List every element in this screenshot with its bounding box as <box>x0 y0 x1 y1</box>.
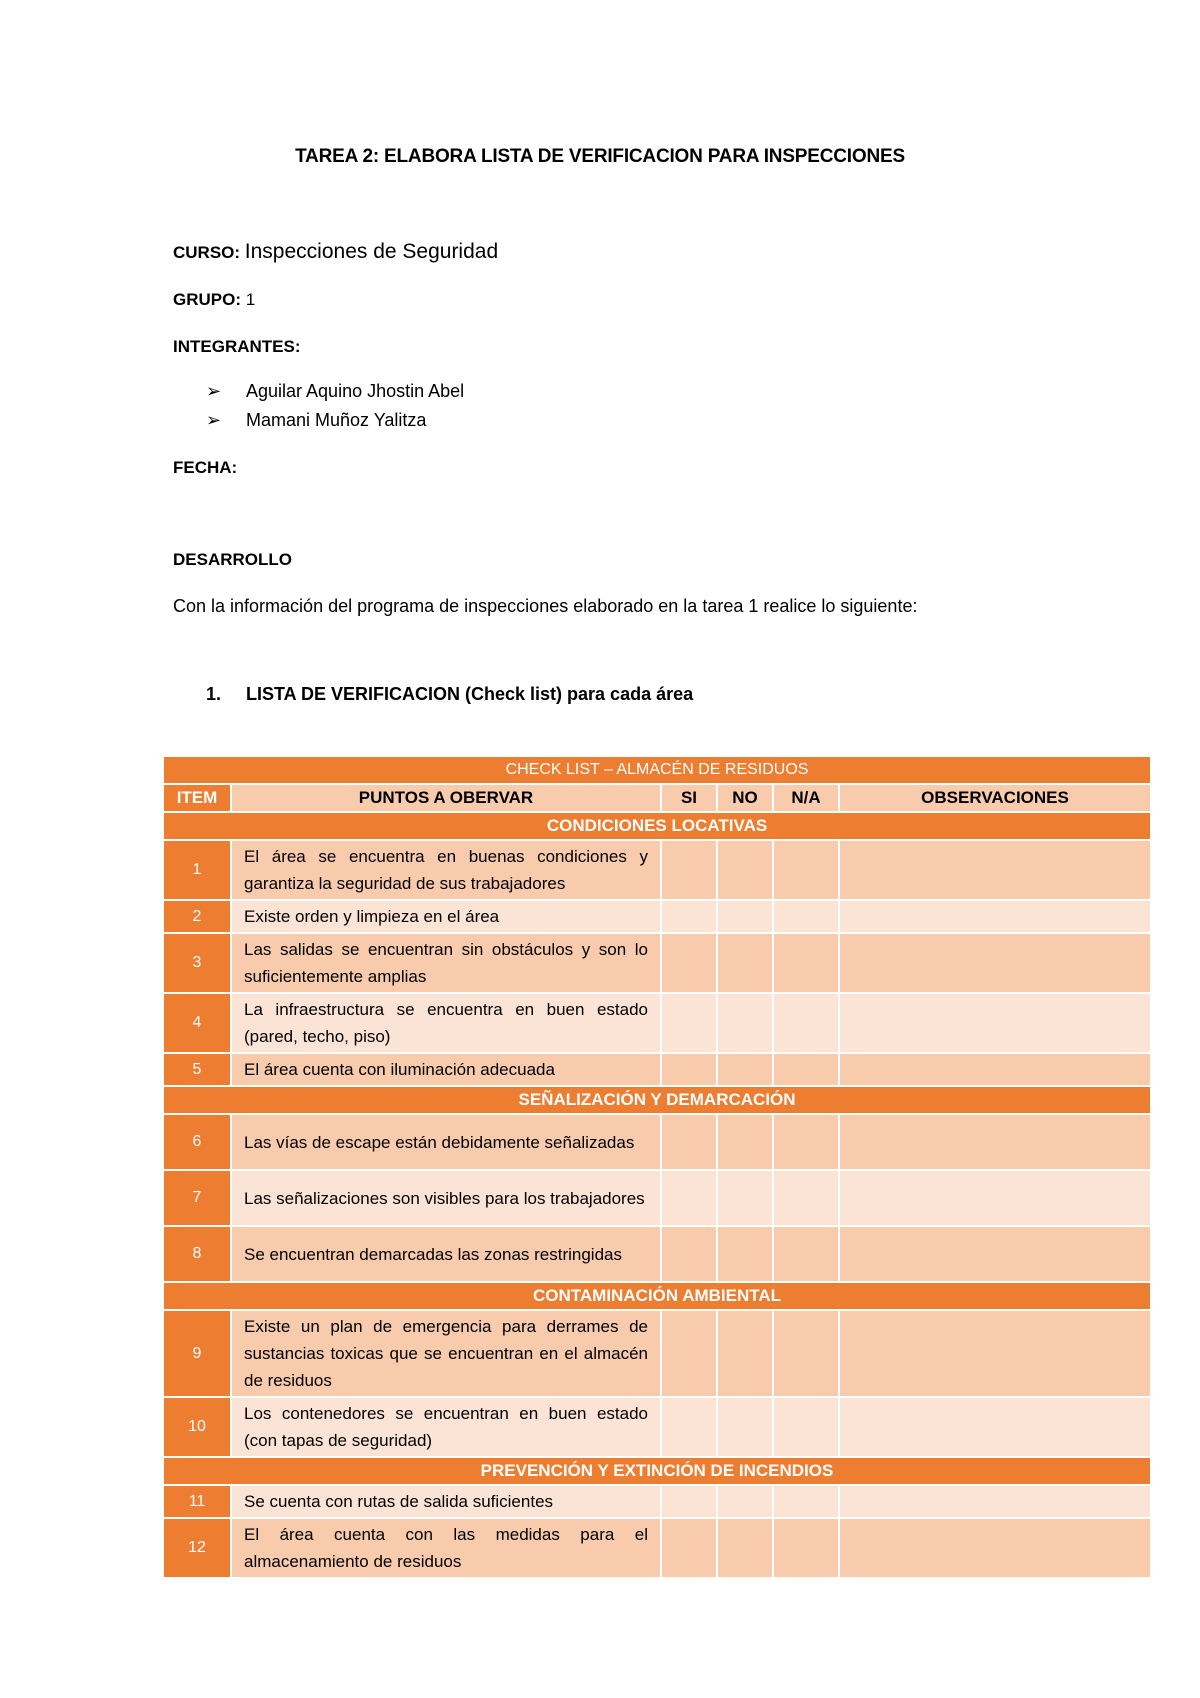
no-cell[interactable] <box>717 1310 773 1397</box>
checklist-title-row <box>163 756 1151 784</box>
member-name: Mamani Muñoz Yalitza <box>246 410 427 430</box>
observation-cell[interactable] <box>839 1170 1151 1226</box>
item-text: Se encuentran demarcadas las zonas restringidas <box>231 1226 661 1282</box>
table-row <box>163 1485 1151 1518</box>
na-cell[interactable] <box>773 900 839 933</box>
na-cell[interactable] <box>773 840 839 900</box>
category-title: CONTAMINACIÓN AMBIENTAL <box>163 1282 1151 1310</box>
na-cell[interactable] <box>773 933 839 993</box>
no-cell[interactable] <box>717 1518 773 1578</box>
category-title: PREVENCIÓN Y EXTINCIÓN DE INCENDIOS <box>163 1457 1151 1485</box>
si-cell[interactable] <box>661 840 717 900</box>
table-row <box>163 900 1151 933</box>
na-cell[interactable] <box>773 1310 839 1397</box>
na-cell[interactable] <box>773 1518 839 1578</box>
table-row <box>163 840 1151 900</box>
table-row <box>163 1518 1151 1578</box>
course-label: CURSO: <box>173 243 241 262</box>
section-text: LISTA DE VERIFICACION (Check list) para cada área <box>246 684 694 704</box>
item-number: 1 <box>163 840 231 900</box>
list-item <box>206 377 464 406</box>
members-label: INTEGRANTES: <box>173 337 301 356</box>
no-cell[interactable] <box>717 1170 773 1226</box>
na-cell[interactable] <box>773 1397 839 1457</box>
si-cell[interactable] <box>661 1114 717 1170</box>
category-row <box>163 1282 1151 1310</box>
category-title: CONDICIONES LOCATIVAS <box>163 812 1151 840</box>
observation-cell[interactable] <box>839 1397 1151 1457</box>
members-list <box>206 377 464 435</box>
item-number: 9 <box>163 1310 231 1397</box>
no-cell[interactable] <box>717 1053 773 1086</box>
item-number: 4 <box>163 993 231 1053</box>
item-number: 8 <box>163 1226 231 1282</box>
si-cell[interactable] <box>661 1170 717 1226</box>
observation-cell[interactable] <box>839 1053 1151 1086</box>
group-label: GRUPO: <box>173 290 241 309</box>
si-cell[interactable] <box>661 933 717 993</box>
item-text: Las vías de escape están debidamente señalizadas <box>231 1114 661 1170</box>
header-points: PUNTOS A OBERVAR <box>231 784 661 812</box>
table-row <box>163 1397 1151 1457</box>
no-cell[interactable] <box>717 1226 773 1282</box>
si-cell[interactable] <box>661 900 717 933</box>
checklist-table <box>162 755 1152 1579</box>
arrow-bullet-icon: ➢ <box>206 410 222 430</box>
development-label: DESARROLLO <box>173 550 292 569</box>
item-number: 6 <box>163 1114 231 1170</box>
no-cell[interactable] <box>717 1485 773 1518</box>
page-title: TAREA 2: ELABORA LISTA DE VERIFICACION PARA INSPECCIONES <box>295 146 905 167</box>
header-item: ITEM <box>163 784 231 812</box>
item-text: Existe orden y limpieza en el área <box>231 900 661 933</box>
item-number: 3 <box>163 933 231 993</box>
item-text: Las señalizaciones son visibles para los trabajadores <box>231 1170 661 1226</box>
item-text: Existe un plan de emergencia para derrames de sustancias toxicas que se encuentran en el almacén de residuos <box>231 1310 661 1397</box>
section-heading <box>206 684 693 705</box>
observation-cell[interactable] <box>839 933 1151 993</box>
checklist-title: CHECK LIST – ALMACÉN DE RESIDUOS <box>163 756 1151 784</box>
si-cell[interactable] <box>661 1310 717 1397</box>
item-number: 7 <box>163 1170 231 1226</box>
member-name: Aguilar Aquino Jhostin Abel <box>246 381 465 401</box>
item-text: Los contenedores se encuentran en buen estado (con tapas de seguridad) <box>231 1397 661 1457</box>
no-cell[interactable] <box>717 1397 773 1457</box>
si-cell[interactable] <box>661 1518 717 1578</box>
table-row <box>163 993 1151 1053</box>
category-row <box>163 812 1151 840</box>
item-number: 2 <box>163 900 231 933</box>
group-field <box>173 290 255 310</box>
no-cell[interactable] <box>717 933 773 993</box>
item-text: La infraestructura se encuentra en buen estado (pared, techo, piso) <box>231 993 661 1053</box>
si-cell[interactable] <box>661 993 717 1053</box>
na-cell[interactable] <box>773 1053 839 1086</box>
no-cell[interactable] <box>717 900 773 933</box>
date-label: FECHA: <box>173 458 238 477</box>
si-cell[interactable] <box>661 1397 717 1457</box>
category-row <box>163 1086 1151 1114</box>
si-cell[interactable] <box>661 1226 717 1282</box>
table-row <box>163 1114 1151 1170</box>
item-number: 11 <box>163 1485 231 1518</box>
observation-cell[interactable] <box>839 1518 1151 1578</box>
item-number: 12 <box>163 1518 231 1578</box>
header-si: SI <box>661 784 717 812</box>
column-header-row <box>163 784 1151 812</box>
observation-cell[interactable] <box>839 840 1151 900</box>
si-cell[interactable] <box>661 1485 717 1518</box>
no-cell[interactable] <box>717 840 773 900</box>
item-text: Se cuenta con rutas de salida suficientes <box>231 1485 661 1518</box>
na-cell[interactable] <box>773 993 839 1053</box>
observation-cell[interactable] <box>839 1114 1151 1170</box>
na-cell[interactable] <box>773 1226 839 1282</box>
observation-cell[interactable] <box>839 900 1151 933</box>
item-number: 10 <box>163 1397 231 1457</box>
instruction-text: Con la información del programa de inspecciones elaborado en la tarea 1 realice lo siguiente: <box>173 596 918 616</box>
course-field <box>173 240 498 264</box>
item-text: El área cuenta con las medidas para el almacenamiento de residuos <box>231 1518 661 1578</box>
na-cell[interactable] <box>773 1114 839 1170</box>
table-row <box>163 1170 1151 1226</box>
category-title: SEÑALIZACIÓN Y DEMARCACIÓN <box>163 1086 1151 1114</box>
section-number: 1. <box>206 684 222 704</box>
no-cell[interactable] <box>717 993 773 1053</box>
group-value: 1 <box>245 290 256 309</box>
observation-cell[interactable] <box>839 993 1151 1053</box>
header-na: N/A <box>773 784 839 812</box>
course-value: Inspecciones de Seguridad <box>244 240 499 263</box>
observation-cell[interactable] <box>839 1485 1151 1518</box>
si-cell[interactable] <box>661 1053 717 1086</box>
table-row <box>163 1053 1151 1086</box>
na-cell[interactable] <box>773 1170 839 1226</box>
list-item <box>206 406 464 435</box>
item-number: 5 <box>163 1053 231 1086</box>
category-row <box>163 1457 1151 1485</box>
item-text: El área se encuentra en buenas condiciones y garantiza la seguridad de sus trabajadores <box>231 840 661 900</box>
table-row <box>163 933 1151 993</box>
table-row <box>163 1226 1151 1282</box>
arrow-bullet-icon: ➢ <box>206 381 222 401</box>
item-text: Las salidas se encuentran sin obstáculos y son lo suficientemente amplias <box>231 933 661 993</box>
na-cell[interactable] <box>773 1485 839 1518</box>
observation-cell[interactable] <box>839 1310 1151 1397</box>
header-no: NO <box>717 784 773 812</box>
item-text: El área cuenta con iluminación adecuada <box>231 1053 661 1086</box>
header-observations: OBSERVACIONES <box>839 784 1151 812</box>
observation-cell[interactable] <box>839 1226 1151 1282</box>
no-cell[interactable] <box>717 1114 773 1170</box>
table-row <box>163 1310 1151 1397</box>
